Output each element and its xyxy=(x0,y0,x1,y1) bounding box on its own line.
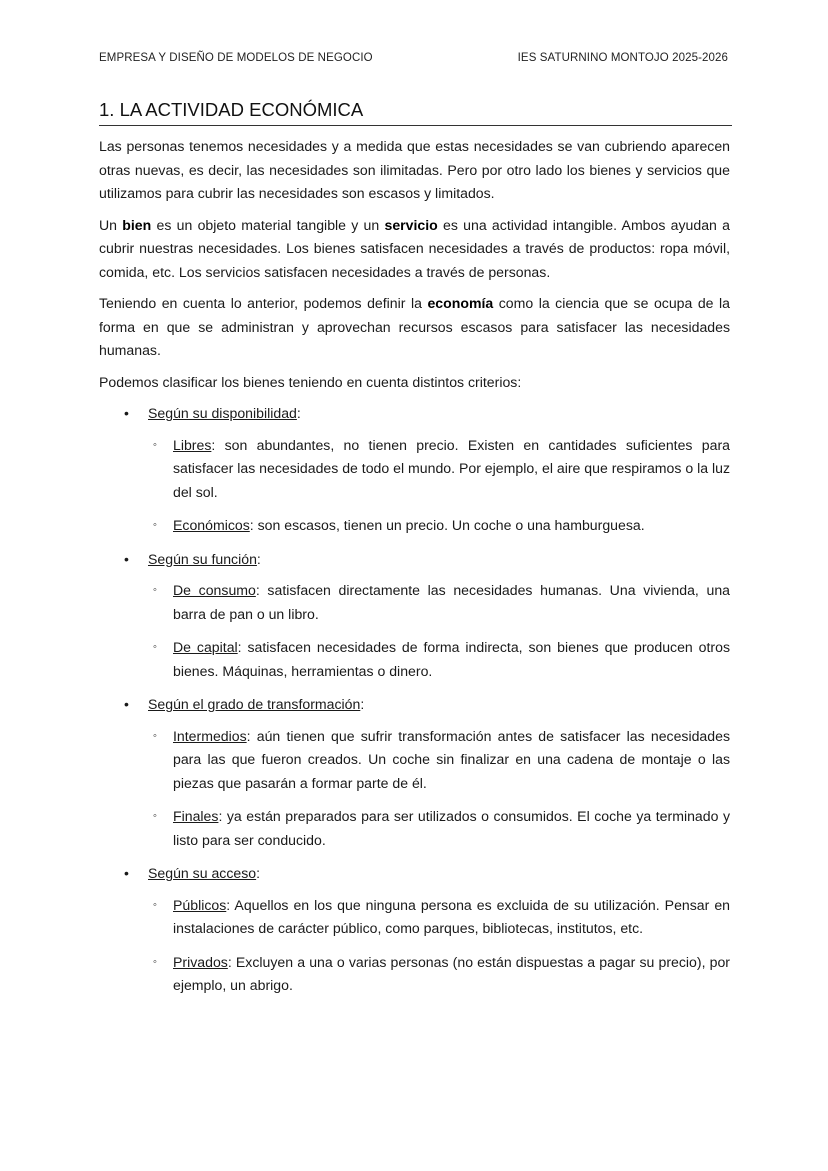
paragraph-goods-services xyxy=(99,214,730,285)
term-servicio: servicio xyxy=(384,216,438,233)
subcategory-text: : aún tienen que sufrir transformación antes de satisfacer las necesidades para las que fueron creados. Un coche sin finalizar en una cadena de montaje o las piezas que pasarán a formar parte de él. xyxy=(173,727,730,791)
circle-bullet-icon: ◦ xyxy=(153,810,157,822)
subcategory-term: De capital xyxy=(173,639,238,655)
subcategory-item xyxy=(148,514,730,538)
subcategory-list xyxy=(148,579,730,683)
criterion-item xyxy=(99,548,730,684)
criteria-list xyxy=(99,402,730,998)
paragraph-economy xyxy=(99,292,730,363)
subcategory-item xyxy=(148,951,730,998)
header-course: EMPRESA Y DISEÑO DE MODELOS DE NEGOCIO xyxy=(99,52,373,64)
subcategory-item xyxy=(148,636,730,683)
criterion-label: Según el grado de transformación xyxy=(148,696,361,712)
subcategory-term: Económicos xyxy=(173,517,250,533)
subcategory-text: : satisfacen necesidades de forma indirecta, son bienes que producen otros bienes. Máquinas, herramientas o dinero. xyxy=(173,639,731,679)
circle-bullet-icon: ◦ xyxy=(153,438,157,451)
term-economia: economía xyxy=(427,295,494,311)
term-bien: bien xyxy=(122,216,152,233)
text-run: como la ciencia que se ocupa de la forma en que se administran y aprovechan recursos escasos para satisfacer las necesidades humanas. xyxy=(99,295,730,358)
circle-bullet-icon: ◦ xyxy=(153,898,157,911)
subcategory-text: : son escasos, tienen un precio. Un coche o una hamburguesa. xyxy=(249,517,645,533)
text-run: Teniendo en cuenta lo anterior, podemos definir la xyxy=(99,295,428,311)
subcategory-item xyxy=(148,434,730,505)
bullet-icon: • xyxy=(124,865,129,881)
subcategory-item xyxy=(148,725,730,796)
circle-bullet-icon: ◦ xyxy=(153,955,157,968)
criterion-label: Según su acceso xyxy=(148,865,257,881)
subcategory-list xyxy=(148,894,730,998)
section-title: 1. LA ACTIVIDAD ECONÓMICA xyxy=(99,99,732,126)
text-run: es una actividad intangible. Ambos ayudan a cubrir nuestras necesidades. Los bienes satisfacen necesidades a través de productos: ropa móvil, comida, etc. Los servicios satisfacen necesidades a través de personas. xyxy=(99,216,730,280)
criterion-colon: : xyxy=(360,696,365,712)
circle-bullet-icon: ◦ xyxy=(153,519,157,531)
subcategory-term: Libres xyxy=(173,436,212,453)
bullet-icon: • xyxy=(124,550,129,567)
criterion-colon: : xyxy=(296,405,301,421)
subcategory-term: Públicos xyxy=(173,896,227,913)
subcategory-item xyxy=(148,805,730,852)
circle-bullet-icon: ◦ xyxy=(153,584,157,596)
circle-bullet-icon: ◦ xyxy=(153,641,157,653)
criterion-item xyxy=(99,402,730,538)
criterion-label: Según su disponibilidad xyxy=(148,405,297,421)
subcategory-item xyxy=(148,579,730,626)
text-run: Un xyxy=(99,216,123,233)
subcategory-text: : Aquellos en los que ninguna persona es excluida de su utilización. Pensar en instalaciones de carácter público, como parques, bibliotecas, institutos, etc. xyxy=(173,896,730,936)
subcategory-list xyxy=(148,434,730,538)
subcategory-list xyxy=(148,725,730,853)
circle-bullet-icon: ◦ xyxy=(153,729,157,742)
text-run: es un objeto material tangible y un xyxy=(151,216,385,233)
bullet-icon: • xyxy=(124,405,129,421)
criterion-item xyxy=(99,693,730,852)
subcategory-item xyxy=(148,894,730,941)
subcategory-term: De consumo xyxy=(173,582,256,598)
criterion-colon: : xyxy=(256,550,261,567)
subcategory-text: : son abundantes, no tienen precio. Existen en cantidades suficientes para satisfacer las necesidades de todo el mundo. Por ejemplo, el aire que respiramos o la luz del sol. xyxy=(173,436,731,500)
subcategory-text: : ya están preparados para ser utilizados o consumidos. El coche ya terminado y listo para ser conducido. xyxy=(173,808,730,848)
subcategory-term: Finales xyxy=(173,808,219,824)
subcategory-text: : Excluyen a una o varias personas (no están dispuestas a pagar su precio), por ejemplo, un abrigo. xyxy=(173,953,730,993)
subcategory-term: Privados xyxy=(173,953,228,970)
paragraph-needs: Las personas tenemos necesidades y a medida que estas necesidades se van cubriendo aparecen otras nuevas, es decir, las necesidades son ilimitadas. Pero por otro lado los bienes y servicios que utilizamos para cubrir las necesidades son escasos y limitados. xyxy=(99,138,730,201)
criterion-item xyxy=(99,862,730,998)
bullet-icon: • xyxy=(124,696,129,712)
header-school: IES SATURNINO MONTOJO 2025-2026 xyxy=(517,52,728,64)
criterion-label: Según su función xyxy=(148,550,257,567)
paragraph-criteria-intro: Podemos clasificar los bienes teniendo en cuenta distintos criterios: xyxy=(99,373,522,390)
subcategory-term: Intermedios xyxy=(173,727,247,744)
criterion-colon: : xyxy=(256,865,261,881)
subcategory-text: : satisfacen directamente las necesidades humanas. Una vivienda, una barra de pan o un libro. xyxy=(173,582,730,622)
document-body xyxy=(99,135,730,1008)
